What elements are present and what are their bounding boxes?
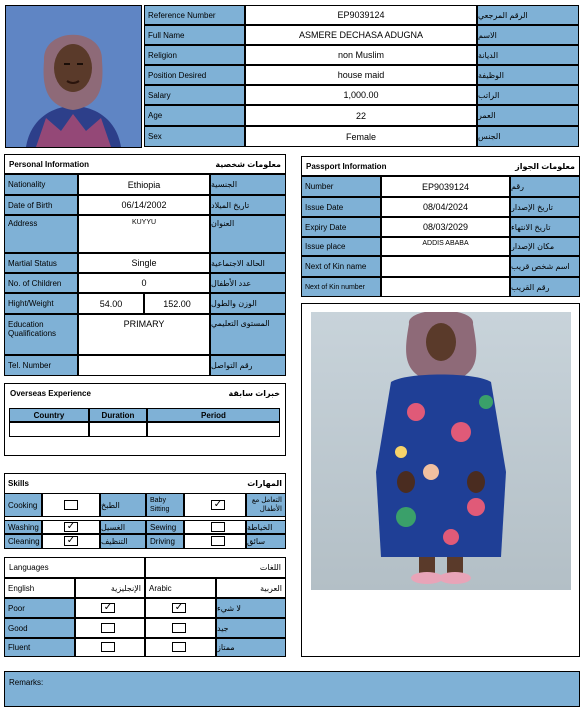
nationality-value: Ethiopia [78,174,210,195]
skill-cleaning-label: Cleaning [4,534,42,549]
age-label: Age [144,105,245,126]
overseas-cell-country [9,422,89,437]
skill-driving-checkbox[interactable] [211,536,225,546]
lang-english-label-ar: الإنجليزية [75,578,145,598]
lang-fluent-arabic-checkbox[interactable] [172,642,186,652]
education-label: Education Qualifications [4,314,78,355]
marital-label-ar: الحالة الاجتماعية [210,253,286,273]
issue-date-label: Issue Date [301,197,381,217]
skill-driving-label: Driving [146,534,184,549]
remarks-label: Remarks: [9,678,44,687]
issue-date-label-ar: تاريخ الإصدار [510,197,580,217]
kin-name-label: Next of Kin name [301,256,381,277]
marital-value: Single [78,253,210,273]
passport-info-title-ar: معلومات الجواز [515,161,575,171]
full-body-photo [311,312,571,590]
full-name-label-ar: الاسم [477,25,579,45]
skill-baby-label: Baby Sitting [146,493,184,517]
religion-value: non Muslim [245,45,477,65]
full-name-value: ASMERE DECHASA ADUGNA [245,25,477,45]
weight-value: 54.00 [78,293,144,314]
passport-info-header [301,156,580,176]
position-value: house maid [245,65,477,85]
lang-good-label: Good [4,618,75,638]
expiry-date-value: 08/03/2029 [381,217,510,237]
salary-label: Salary [144,85,245,105]
overseas-header [4,383,286,404]
issue-place-label-ar: مكان الإصدار [510,237,580,256]
dob-label-ar: تاريخ الميلاد [210,195,286,215]
skill-cooking-label-ar: الطبخ [100,493,146,517]
overseas-col-country: Country [9,408,89,422]
overseas-cell-period [147,422,280,437]
lang-arabic-label-ar: العربية [216,578,286,598]
kin-number-value [381,277,510,297]
address-label: Address [4,215,78,253]
languages-title-ar: اللغات [145,557,286,578]
lang-arabic-label: Arabic [145,578,216,598]
personal-info-title-ar: معلومات شخصية [215,159,281,169]
kin-number-label: Next of Kin number [301,277,381,297]
kin-name-label-ar: اسم شخص قريب [510,256,580,277]
skill-baby-label-ar: التعامل مع الأطفال [246,493,286,517]
kin-number-label-ar: رقم القريب [510,277,580,297]
dob-label: Date of Birth [4,195,78,215]
skill-cleaning-label-ar: التنظيف [100,534,146,549]
skill-driving-label-ar: سائق [246,534,286,549]
tel-label-ar: رقم التواصل [210,355,286,376]
overseas-col-period: Period [147,408,280,422]
remarks-box[interactable] [4,671,580,707]
hw-label-ar: الوزن والطول [210,293,286,314]
reference-number-label-ar: الرقم المرجعي [477,5,579,25]
reference-number-value: EP9039124 [245,5,477,25]
skills-header [4,473,286,493]
skill-baby-checkbox[interactable]: ✓ [211,500,225,510]
sex-value: Female [245,126,477,147]
children-value: 0 [78,273,210,293]
education-value: PRIMARY [78,314,210,355]
position-label: Position Desired [144,65,245,85]
passport-number-label-ar: رقم [510,176,580,197]
lang-poor-label: Poor [4,598,75,618]
issue-place-value: ADDIS ABABA [381,237,510,256]
expiry-date-label: Expiry Date [301,217,381,237]
languages-title: Languages [4,557,145,578]
skill-sewing-label-ar: الخياطة [246,520,286,534]
headshot-photo [5,5,142,148]
lang-fluent-label: Fluent [4,638,75,657]
tel-value [78,355,210,376]
issue-place-label: Issue place [301,237,381,256]
full-name-label: Full Name [144,25,245,45]
address-label-ar: العنوان [210,215,286,253]
overseas-cell-duration [89,422,147,437]
hw-label: Hight/Weight [4,293,78,314]
position-label-ar: الوظيفة [477,65,579,85]
religion-label-ar: الديانة [477,45,579,65]
lang-good-label-ar: جيد [216,618,286,638]
nationality-label-ar: الجنسية [210,174,286,195]
person-portrait-icon [6,6,141,147]
skills-title-ar: المهارات [247,478,282,488]
issue-date-value: 08/04/2024 [381,197,510,217]
religion-label: Religion [144,45,245,65]
salary-value: 1,000.00 [245,85,477,105]
passport-number-label: Number [301,176,381,197]
age-label-ar: العمر [477,105,579,126]
nationality-label: Nationality [4,174,78,195]
education-label-ar: المستوى التعليمي [210,314,286,355]
skill-cleaning-checkbox[interactable]: ✓ [64,536,78,546]
age-value: 22 [245,105,477,126]
lang-english-label: English [4,578,75,598]
children-label-ar: عدد الأطفال [210,273,286,293]
lang-poor-english-checkbox[interactable]: ✓ [101,603,115,613]
kin-name-value [381,256,510,277]
skill-cooking-label: Cooking [4,493,42,517]
children-label: No. of Children [4,273,78,293]
lang-poor-label-ar: لا شيء [216,598,286,618]
marital-label: Martial Status [4,253,78,273]
person-full-body-icon [311,312,571,590]
lang-fluent-label-ar: ممتاز [216,638,286,657]
reference-number-label: Reference Number [144,5,245,25]
overseas-col-duration: Duration [89,408,147,422]
height-value: 152.00 [144,293,210,314]
sex-label-ar: الجنس [477,126,579,147]
sex-label: Sex [144,126,245,147]
skill-washing-label-ar: الغسيل [100,520,146,534]
personal-info-header [4,154,286,174]
address-value: KUYYU [78,215,210,253]
skill-washing-checkbox[interactable]: ✓ [64,522,78,532]
lang-good-english-checkbox[interactable] [101,623,115,633]
skill-washing-label: Washing [4,520,42,534]
salary-label-ar: الراتب [477,85,579,105]
skills-title: Skills [8,478,29,488]
skill-sewing-label: Sewing [146,520,184,534]
skill-sewing-checkbox[interactable] [211,522,225,532]
lang-fluent-english-checkbox[interactable] [101,642,115,652]
passport-info-title: Passport Information [306,161,387,171]
skill-cooking-checkbox[interactable] [64,500,78,510]
personal-info-title: Personal Information [9,159,90,169]
overseas-title-ar: خبرات سابقة [228,389,280,398]
passport-number-value: EP9039124 [381,176,510,197]
expiry-date-label-ar: تاريخ الانتهاء [510,217,580,237]
overseas-title: Overseas Experience [10,389,91,398]
tel-label: Tel. Number [4,355,78,376]
dob-value: 06/14/2002 [78,195,210,215]
lang-poor-arabic-checkbox[interactable]: ✓ [172,603,186,613]
lang-good-arabic-checkbox[interactable] [172,623,186,633]
